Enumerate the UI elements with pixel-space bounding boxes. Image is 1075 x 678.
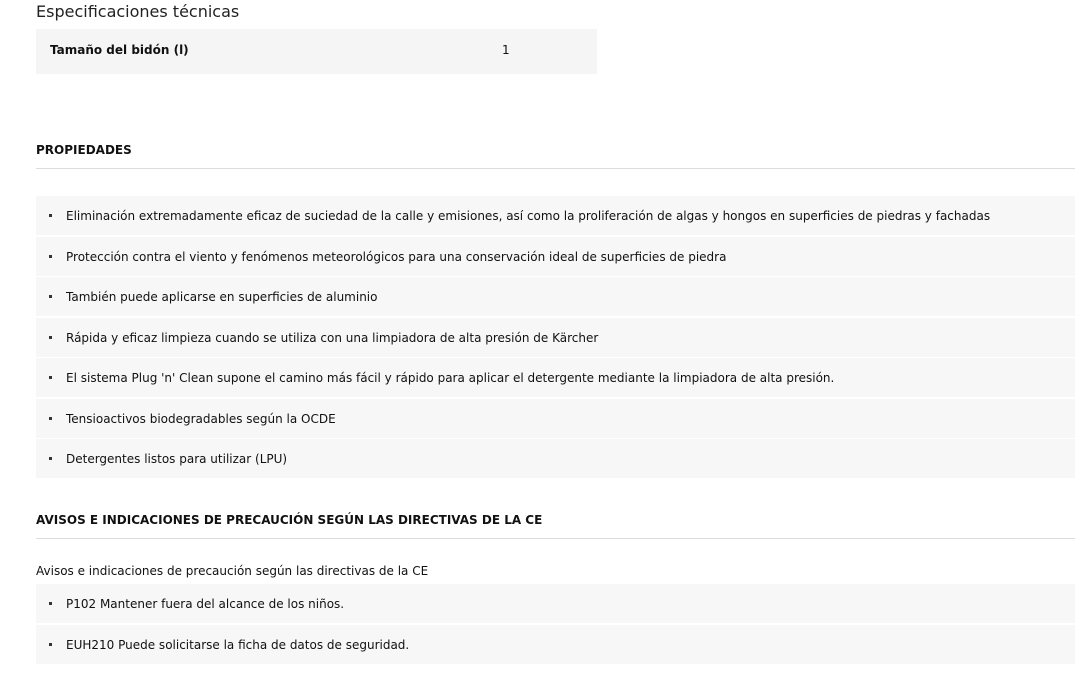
list-item (36, 625, 1075, 664)
properties-heading: PROPIEDADES (36, 143, 1075, 169)
list-item (36, 358, 1075, 397)
list-item-text: El sistema Plug 'n' Clean supone el camino más fácil y rápido para aplicar el detergente mediante la limpiadora de alta presión. (66, 371, 835, 385)
warnings-intro: Avisos e indicaciones de precaución según las directivas de la CE (36, 564, 429, 578)
list-item (36, 584, 1075, 623)
bullet-icon (49, 643, 52, 646)
list-item (36, 237, 1075, 276)
bullet-icon (49, 457, 52, 460)
list-item (36, 318, 1075, 357)
bullet-icon (49, 255, 52, 258)
specs-table (36, 29, 597, 74)
specs-value: 1 (502, 43, 510, 57)
bullet-icon (49, 336, 52, 339)
list-item (36, 439, 1075, 478)
list-item (36, 399, 1075, 438)
bullet-icon (49, 214, 52, 217)
list-item-text: Eliminación extremadamente eficaz de suciedad de la calle y emisiones, así como la proliferación de algas y hongos en superficies de piedras y fachadas (66, 209, 991, 223)
specs-title: Especificaciones técnicas (36, 2, 240, 21)
list-item-text: P102 Mantener fuera del alcance de los niños. (66, 597, 345, 611)
bullet-icon (49, 602, 52, 605)
list-item-text: Detergentes listos para utilizar (LPU) (66, 452, 288, 466)
warnings-heading: AVISOS E INDICACIONES DE PRECAUCIÓN SEGÚN LAS DIRECTIVAS DE LA CE (36, 513, 1075, 539)
list-item-text: También puede aplicarse en superficies de aluminio (66, 290, 378, 304)
specs-label: Tamaño del bidón (l) (50, 43, 189, 57)
list-item (36, 277, 1075, 316)
list-item-text: Tensioactivos biodegradables según la OCDE (66, 411, 336, 426)
list-item (36, 196, 1075, 235)
properties-list (36, 196, 1075, 480)
list-item-text: Protección contra el viento y fenómenos meteorológicos para una conservación ideal de superficies de piedra (66, 249, 727, 264)
bullet-icon (49, 295, 52, 298)
warnings-list (36, 584, 1075, 665)
list-item-text: Rápida y eficaz limpieza cuando se utiliza con una limpiadora de alta presión de Kärcher (66, 330, 599, 345)
bullet-icon (49, 376, 52, 379)
list-item-text: EUH210 Puede solicitarse la ficha de datos de seguridad. (66, 637, 410, 652)
bullet-icon (49, 417, 52, 420)
